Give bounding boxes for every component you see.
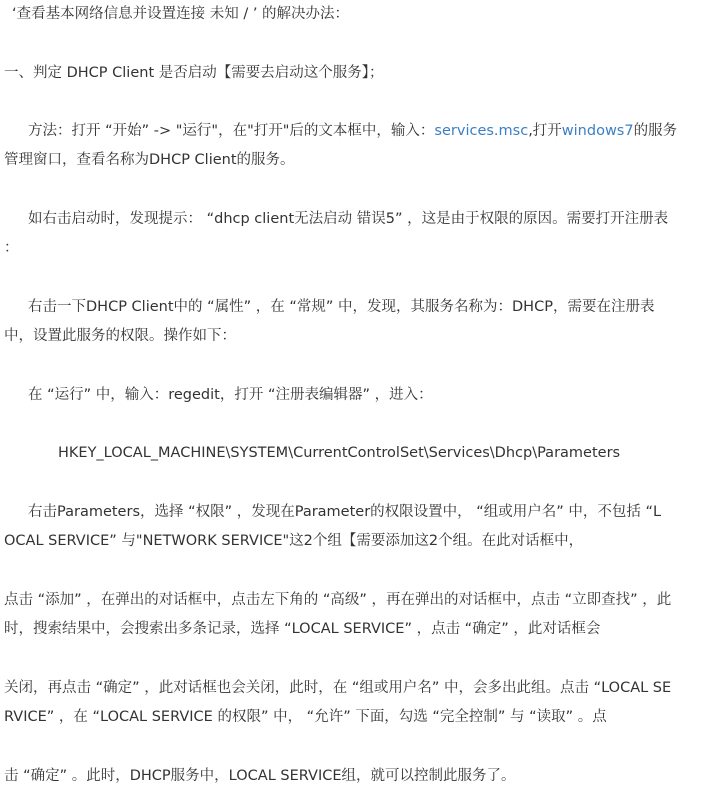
paragraph-method-text-c: 的服务 bbox=[633, 123, 678, 139]
registry-path: HKEY_LOCAL_MACHINE\SYSTEM\CurrentControlSet\Services\Dhcp\Parameters bbox=[58, 445, 621, 461]
paragraph-permissions-line1: 右击Parameters，选择 “权限” ，发现在Parameter的权限设置中， “组或用户名” 中，不包括 “L bbox=[28, 504, 662, 520]
services-msc-link[interactable]: services.msc bbox=[434, 123, 529, 139]
article-title-line: ‘查看基本网络信息并设置连接 未知 / ’ 的解决办法： bbox=[12, 6, 350, 22]
paragraph-error-line2: ： bbox=[4, 240, 19, 256]
paragraph-method-line2: 管理窗口，查看名称为DHCP Client的服务。 bbox=[4, 152, 295, 168]
paragraph-method-text-b: ,打开 bbox=[528, 123, 562, 139]
paragraph-method-text-a: 方法：打开 “开始” -> "运行"，在"打开"后的文本框中，输入： bbox=[28, 123, 435, 139]
paragraph-add-line1: 点击 “添加” ，在弹出的对话框中，点击左下角的 “高级” ，再在弹出的对话框中，点击 “立即查找” ，此 bbox=[4, 592, 672, 608]
paragraph-final-line1: 击 “确定” 。此时，DHCP服务中，LOCAL SERVICE组，就可以控制此服务了。 bbox=[4, 768, 516, 784]
section-heading-dhcp-client: 一、判定 DHCP Client 是否启动【需要去启动这个服务】； bbox=[4, 65, 384, 81]
paragraph-properties-line1: 右击一下DHCP Client中的 “属性” ，在 “常规” 中，发现，其服务名称为：DHCP，需要在注册表 bbox=[28, 299, 655, 315]
paragraph-regedit-line1: 在 “运行” 中，输入：regedit，打开 “注册表编辑器” ，进入： bbox=[28, 387, 433, 403]
paragraph-error-line1: 如右击启动时，发现提示： “dhcp client无法启动 错误5” ，这是由于权限的原因。需要打开注册表 bbox=[28, 211, 669, 227]
paragraph-method-line1 bbox=[28, 121, 677, 141]
paragraph-permissions-line2: OCAL SERVICE” 与"NETWORK SERVICE"这2个组【需要添加这2个组。在此对话框中， bbox=[4, 533, 584, 549]
paragraph-close-line2: RVICE” ，在 “LOCAL SERVICE 的权限” 中， “允许” 下面，勾选 “完全控制” 与 “读取” 。点 bbox=[4, 709, 607, 725]
windows7-link[interactable]: windows7 bbox=[561, 123, 634, 139]
paragraph-add-line2: 时，搜索结果中，会搜索出多条记录，选择 “LOCAL SERVICE” ，点击 “确定” ，此对话框会 bbox=[4, 621, 601, 637]
paragraph-close-line1: 关闭，再点击 “确定” ，此对话框也会关闭，此时，在 “组或用户名” 中，会多出此组。点击 “LOCAL SE bbox=[4, 680, 672, 696]
paragraph-properties-line2: 中，设置此服务的权限。操作如下： bbox=[4, 328, 236, 344]
